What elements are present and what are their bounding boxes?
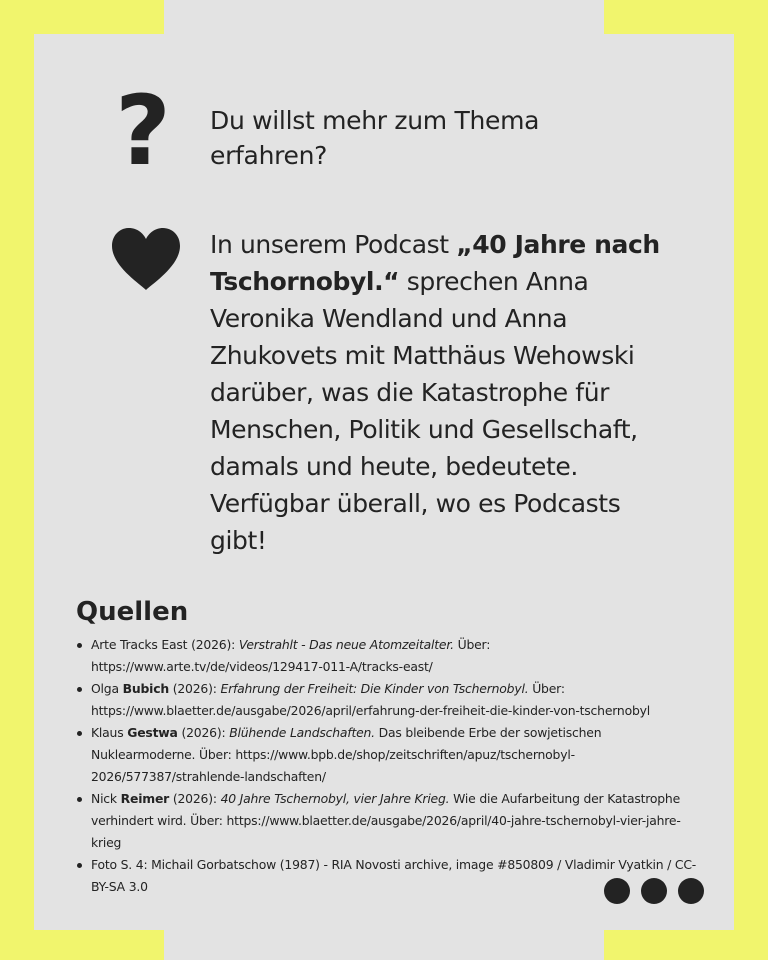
source-pre: Arte Tracks East (2026): <box>91 637 236 652</box>
source-rest[interactable]: Wie die Aufarbeitung der Katastrophe verhindert wird. Über: https://www.blaetter.de/ausgabe/2026/april/40-jahre-tschernobyl-vier-jahre-krieg <box>91 791 681 850</box>
source-title: Verstrahlt - Das neue Atomzeitalter. <box>238 637 454 652</box>
accent-border-left <box>0 0 34 960</box>
question-line-1: Du willst mehr zum Thema <box>210 106 540 135</box>
source-title: Erfahrung der Freiheit: Die Kinder von Tschernobyl. <box>220 681 529 696</box>
sources-list <box>76 634 706 898</box>
dot-1 <box>604 878 630 904</box>
question-heading <box>210 103 680 173</box>
source-year: (2026): <box>181 725 226 740</box>
source-pre: Nick <box>91 791 117 806</box>
source-title: 40 Jahre Tschernobyl, vier Jahre Krieg. <box>220 791 450 806</box>
source-author: Gestwa <box>127 725 178 740</box>
podcast-intro: In unserem Podcast <box>210 230 449 259</box>
podcast-body: sprechen Anna Veronika Wendland und Anna Zhukovets mit Matthäus Wehowski darüber, was die Katastrophe für Menschen, Politik und Gesellschaft, damals und heute, bedeutete. Verfügbar überall, wo es Podcasts gibt! <box>210 267 638 555</box>
source-item <box>76 678 706 722</box>
source-rest[interactable]: Über: https://www.blaetter.de/ausgabe/2026/april/erfahrung-der-freiheit-die-kinder-von-tschernobyl <box>91 681 650 718</box>
sources-title: Quellen <box>76 597 189 627</box>
accent-border-right <box>734 0 768 960</box>
source-year: (2026): <box>172 791 217 806</box>
source-title: Blühende Landschaften. <box>229 725 375 740</box>
source-rest[interactable]: Über: https://www.arte.tv/de/videos/129417-011-A/tracks-east/ <box>91 637 491 674</box>
source-author: Bubich <box>122 681 169 696</box>
source-pre: Klaus <box>91 725 124 740</box>
source-rest[interactable]: Das bleibende Erbe der sowjetischen Nuklearmoderne. Über: https://www.bpb.de/shop/zeitschriften/apuz/tschernobyl-2026/577387/strahlende-landschaften/ <box>91 725 602 784</box>
more-dots-icon <box>604 878 704 904</box>
question-mark-icon: ? <box>115 75 171 187</box>
question-line-2: erfahren? <box>210 141 328 170</box>
source-pre: Olga <box>91 681 119 696</box>
heart-icon <box>110 226 182 292</box>
source-item <box>76 634 706 678</box>
source-item <box>76 788 706 854</box>
dot-3 <box>678 878 704 904</box>
podcast-title: „40 Jahre nach Tschornobyl.“ <box>210 230 660 296</box>
podcast-description <box>210 226 680 559</box>
dot-2 <box>641 878 667 904</box>
source-item <box>76 722 706 788</box>
source-year: (2026): <box>172 681 217 696</box>
accent-corner-bottom-right <box>604 930 768 960</box>
source-pre: Foto S. 4: Michail Gorbatschow (1987) - RIA Novosti archive, image #850809 / Vladimir Vyatkin / CC-BY-SA 3.0 <box>91 857 697 894</box>
source-author: Reimer <box>120 791 170 806</box>
accent-corner-bottom-left <box>0 930 164 960</box>
